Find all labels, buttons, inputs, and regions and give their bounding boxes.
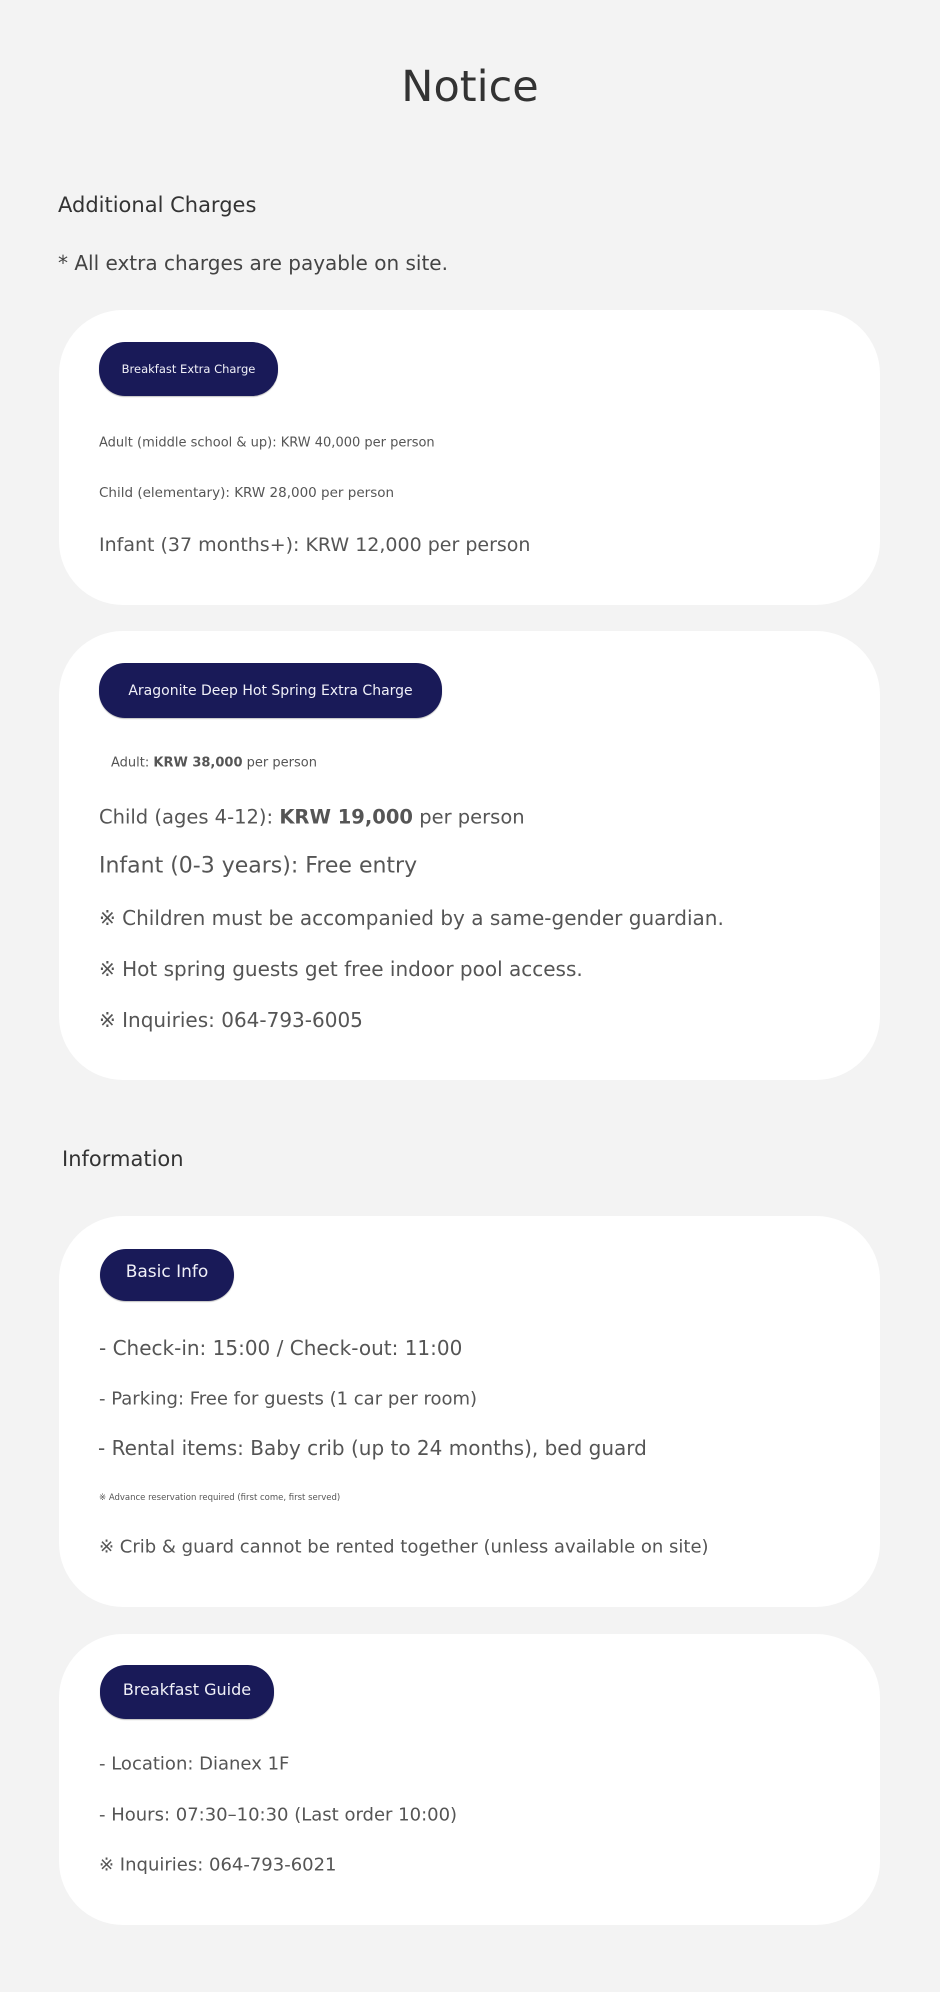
breakfast-guide-card xyxy=(59,1634,880,1925)
breakfast-guide-label: Breakfast Guide xyxy=(100,1665,274,1719)
infant-price: Infant (0-3 years): Free entry xyxy=(99,853,418,879)
adult-amount: KRW 38,000 xyxy=(153,755,243,771)
child-price xyxy=(99,806,525,829)
basic-info-card xyxy=(59,1216,880,1607)
basic-info-label: Basic Info xyxy=(100,1249,234,1301)
check-in-out: - Check-in: 15:00 / Check-out: 11:00 xyxy=(99,1336,463,1360)
crib-guard-note: ※ Crib & guard cannot be rented together (unless available on site) xyxy=(99,1536,709,1558)
reservation-note: ※ Advance reservation required (first come, first served) xyxy=(99,1493,341,1503)
breakfast-inquiries: ※ Inquiries: 064-793-6021 xyxy=(99,1854,337,1876)
adult-price: Adult (middle school & up): KRW 40,000 per person xyxy=(99,435,435,451)
breakfast-charge-card xyxy=(59,310,880,605)
inquiries-note: ※ Inquiries: 064-793-6005 xyxy=(99,1008,363,1032)
child-amount: KRW 19,000 xyxy=(279,805,413,829)
rental-items: - Rental items: Baby crib (up to 24 months), bed guard xyxy=(98,1436,647,1460)
additional-charges-heading: Additional Charges xyxy=(58,193,257,217)
guardian-note: ※ Children must be accompanied by a same-gender guardian. xyxy=(99,906,724,930)
page-title: Notice xyxy=(401,62,539,112)
child-suffix: per person xyxy=(413,805,525,829)
breakfast-hours: - Hours: 07:30–10:30 (Last order 10:00) xyxy=(99,1804,458,1826)
child-price: Child (elementary): KRW 28,000 per person xyxy=(99,485,395,501)
adult-price xyxy=(111,756,317,771)
payable-note: * All extra charges are payable on site. xyxy=(58,251,448,275)
hot-spring-charge-label: Aragonite Deep Hot Spring Extra Charge xyxy=(99,663,442,718)
adult-label: Adult: xyxy=(111,755,154,771)
infant-price: Infant (37 months+): KRW 12,000 per person xyxy=(99,534,531,556)
parking-info: - Parking: Free for guests (1 car per room) xyxy=(99,1388,478,1410)
information-heading: Information xyxy=(62,1147,184,1171)
hot-spring-charge-card xyxy=(59,631,880,1080)
breakfast-location: - Location: Dianex 1F xyxy=(99,1753,290,1775)
breakfast-charge-label: Breakfast Extra Charge xyxy=(99,342,278,396)
child-label: Child (ages 4-12): xyxy=(99,805,280,829)
pool-note: ※ Hot spring guests get free indoor pool access. xyxy=(99,957,583,981)
adult-suffix: per person xyxy=(242,755,317,771)
